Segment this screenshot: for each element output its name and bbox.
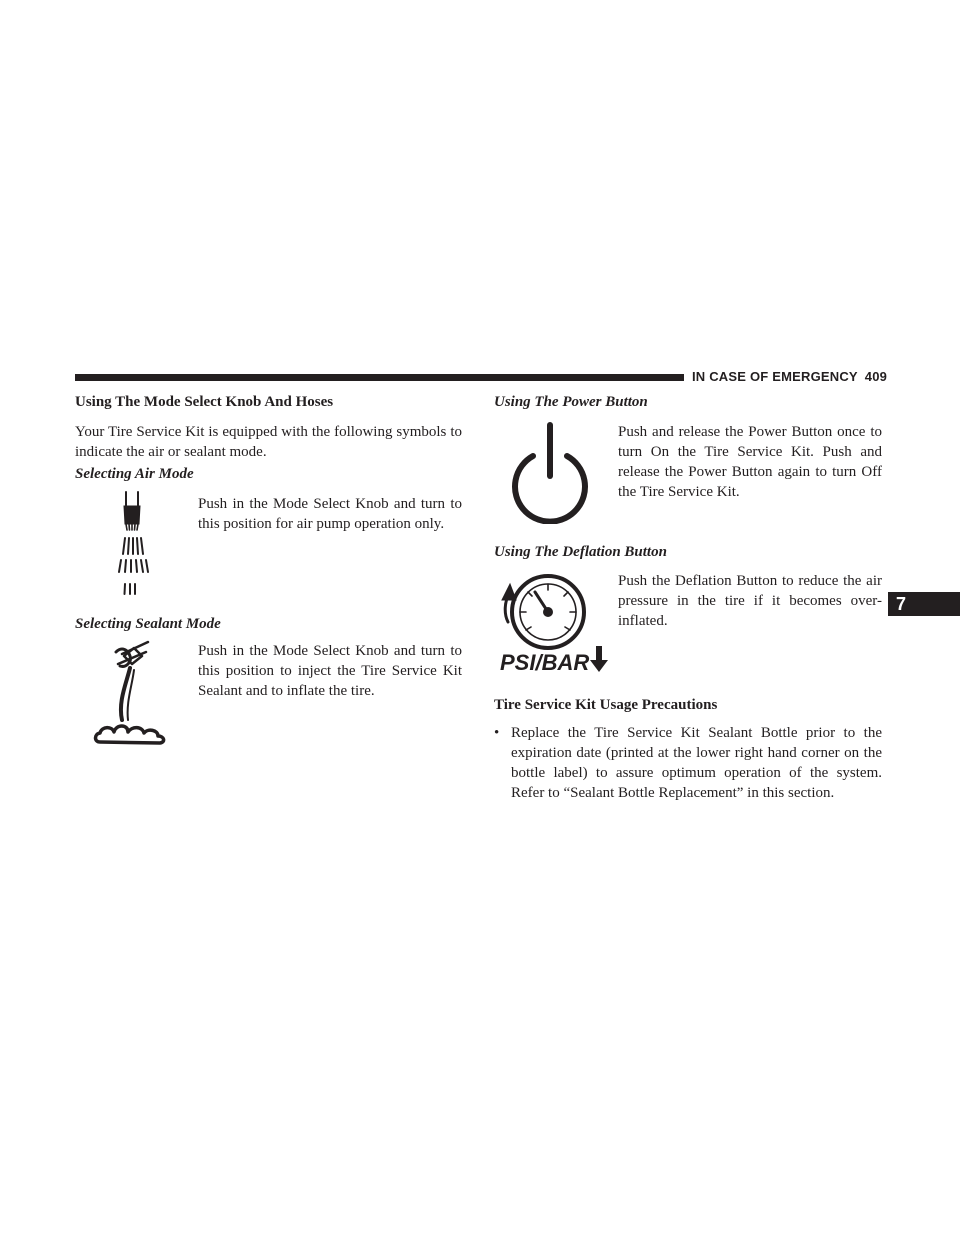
deflation-button-heading: Using The Deflation Button: [494, 544, 667, 560]
precaution-text: Replace the Tire Service Kit Sealant Bottle prior to the expiration date (printed at the lower right hand corner on the bottle label) to assure optimum operation of the system. Refer to “Sealant Bottle Replacement” in this section.: [511, 725, 882, 801]
power-button-heading: Using The Power Button: [494, 394, 648, 410]
sealant-mode-heading: Selecting Sealant Mode: [75, 616, 221, 632]
chapter-tab[interactable]: 7: [888, 592, 960, 616]
air-mode-heading: Selecting Air Mode: [75, 466, 194, 482]
header-rule: [75, 374, 684, 381]
sealant-mode-text: Push in the Mode Select Knob and turn to this position to inject the Tire Service Kit Sealant and to inflate the tire.: [198, 643, 462, 699]
deflation-gauge-icon: [498, 570, 608, 676]
page-number: 409: [864, 369, 888, 384]
air-mode-text: Push in the Mode Select Knob and turn to this position for air pump operation only.: [198, 496, 462, 532]
precautions-heading: Tire Service Kit Usage Precautions: [494, 697, 718, 713]
precautions-list: [494, 723, 882, 803]
running-header: [692, 369, 887, 384]
power-button-text: Push and release the Power Button once to turn On the Tire Service Kit. Push and release the Power Button again to turn Off the Tire Service Kit.: [618, 424, 882, 500]
list-item: [494, 723, 882, 803]
mode-knob-intro: Your Tire Service Kit is equipped with the following symbols to indicate the air or sealant mode.: [75, 424, 462, 460]
mode-knob-heading: Using The Mode Select Knob And Hoses: [75, 394, 334, 410]
deflation-icon-label: PSI/BAR: [500, 650, 590, 675]
sealant-hose-icon: [92, 640, 172, 750]
air-hose-spray-icon: [115, 490, 155, 598]
bullet-mark: •: [494, 725, 500, 741]
power-button-icon: [508, 420, 592, 524]
section-title: IN CASE OF EMERGENCY: [692, 369, 858, 384]
deflation-button-text: Push the Deflation Button to reduce the air pressure in the tire if it becomes over-inflated.: [618, 573, 882, 629]
